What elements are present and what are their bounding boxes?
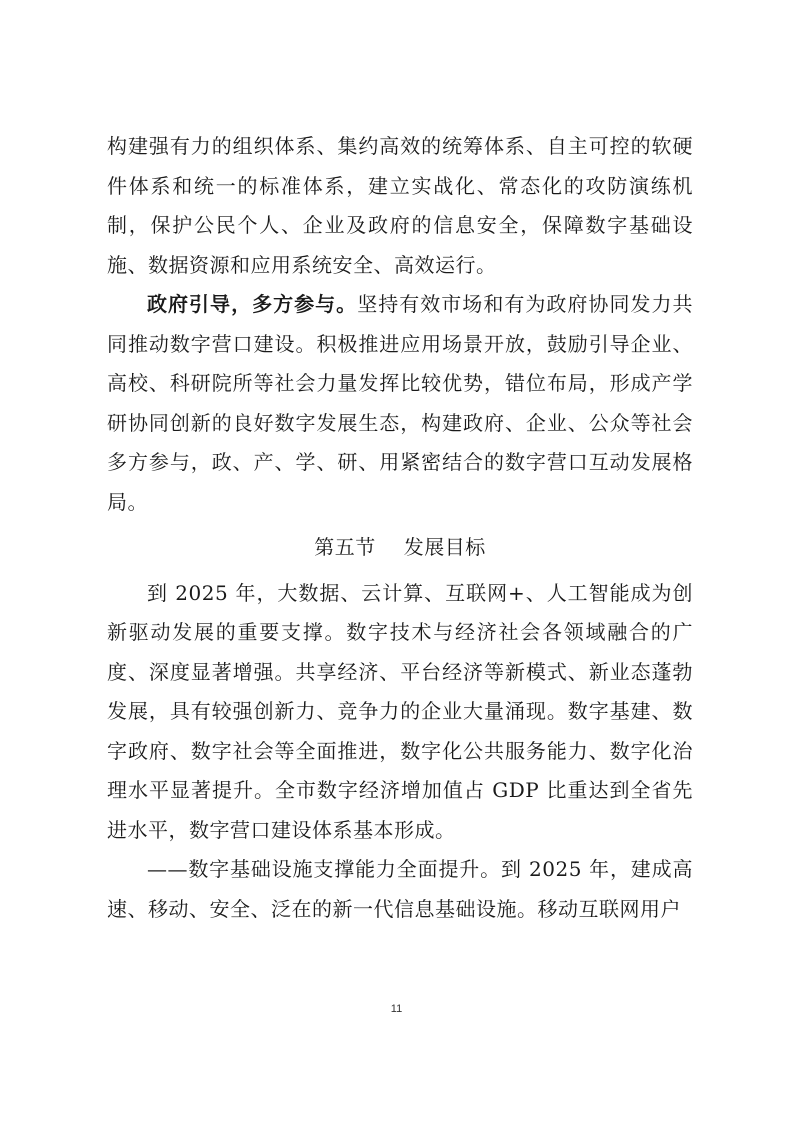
paragraph-lead-heading: 政府引导，多方参与。 <box>147 292 358 316</box>
section-name: 发展目标 <box>403 535 486 559</box>
section-title <box>107 528 693 568</box>
paragraph-security-system: 构建强有力的组织体系、集约高效的统筹体系、自主可控的软硬件体系和统一的标准体系，建立实战化、常态化的攻防演练机制，保护公民个人、企业及政府的信息安全，保障数字基础设施、数据资源和应用系统安全、高效运行。 <box>107 134 693 277</box>
paragraph-government-guidance <box>107 285 693 522</box>
page-body <box>107 127 693 929</box>
paragraph-text: 坚持有效市场和有为政府协同发力共同推动数字营口建设。积极推进应用场景开放，鼓励引导企业、高校、科研院所等社会力量发挥比较优势，错位布局，形成产学研协同创新的良好数字发展生态，构建政府、企业、公众等社会多方参与，政、产、学、研、用紧密结合的数字营口互动发展格局。 <box>107 292 694 514</box>
paragraph-development-goals: 到 2025 年，大数据、云计算、互联网+、人工智能成为创新驱动发展的重要支撑。数字技术与经济社会各领域融合的广度、深度显著增强。共享经济、平台经济等新模式、新业态蓬勃发展，具有较强创新力、竞争力的企业大量涌现。数字基建、数字政府、数字社会等全面推进，数字化公共服务能力、数字化治理水平显著提升。全市数字经济增加值占 GDP 比重达到全省先进水平，数字营口建设体系基本形成。 <box>107 580 693 842</box>
section-number: 第五节 <box>314 535 376 559</box>
page-number: 11 <box>390 1003 403 1015</box>
paragraph-infrastructure-goal: ——数字基础设施支撑能力全面提升。到 2025 年，建成高速、移动、安全、泛在的新一代信息基础设施。移动互联网用户 <box>107 857 693 921</box>
